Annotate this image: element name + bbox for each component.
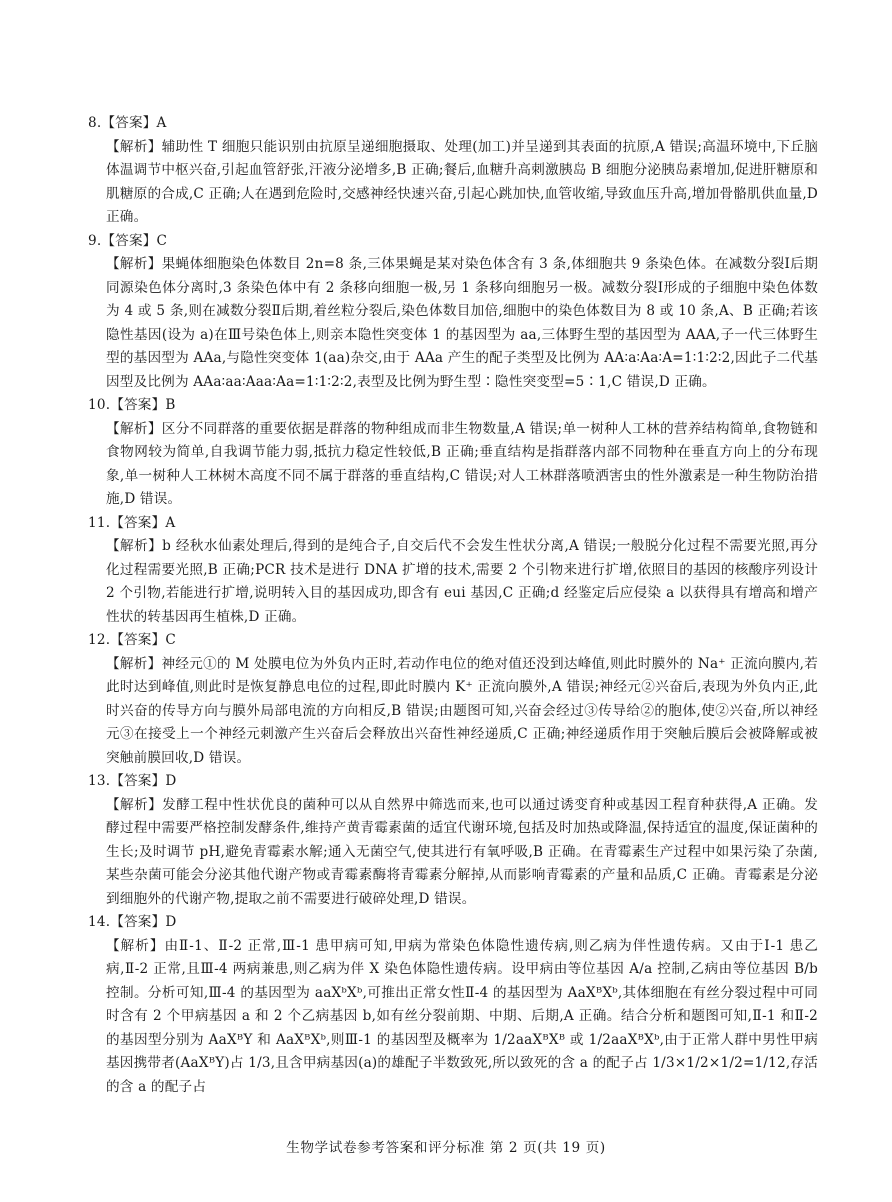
question-8 [88, 112, 818, 230]
answer-line: 11.【答案】A [88, 514, 176, 531]
question-9 [88, 230, 818, 395]
answer-sheet-body [88, 112, 818, 1099]
answer-line: 13.【答案】D [88, 773, 177, 789]
answer-line: 8.【答案】A [88, 115, 167, 131]
explanation: 【解析】发酵工程中性状优良的菌种可以从自然界中筛选而来,也可以通过诱变育种或基因工程育种获得,A 正确。发酵过程中需要严格控制发酵条件,维持产黄青霉素菌的适宜代谢环境,包括及时加热或降温,保持适宜的温度,保证菌种的生长;及时调节 pH,避免青霉素水解;通入无菌空气,使其进行有氧呼吸,B 正确。在青霉素生产过程中如果污染了杂菌,某些杂菌可能会分泌其他代谢产物或青霉素酶将青霉素分解掉,从而影响青霉素的产量和品质,C 正确。青霉素是分泌到细胞外的代谢产物,提取之前不需要进行破碎处理,D 错误。 [106, 796, 818, 907]
question-13 [88, 770, 818, 911]
answer-line: 10.【答案】B [88, 397, 176, 413]
answer-line: 9.【答案】C [88, 232, 168, 249]
explanation: 【解析】果蝇体细胞染色体数目 2n=8 条,三体果蝇是某对染色体含有 3 条,体细胞共 9 条染色体。在减数分裂Ⅰ后期同源染色体分离时,3 条染色体中有 2 条移向细胞一极,另 1 条移向细胞另一极。减数分裂Ⅰ形成的子细胞中染色体数为 4 或 5 条,则在减数分裂Ⅱ后期,着丝粒分裂后,染色体数目加倍,细胞中的染色体数目为 8 或 10 条,A、B 正确;若该隐性基因(设为 a)在Ⅲ号染色体上,则亲本隐性突变体 1 的基因型为 aa,三体野生型的基因型为 AAA,子一代三体野生型的基因型为 AAa,与隐性突变体 1(aa)杂交,由于 AAa 产生的配子类型及比例为 AA∶a∶Aa∶A=1∶1∶2∶2,因此子二代基因型及比例为 AAa∶aa∶Aaa∶Aa=1∶1∶2∶2,表型及比例为野生型∶隐性突变型=5∶1,C 错误,D 正确。 [106, 256, 818, 390]
answer-line: 14.【答案】D [88, 914, 177, 930]
question-10 [88, 394, 818, 512]
answer-line: 12.【答案】C [88, 632, 176, 648]
question-12 [88, 629, 818, 770]
question-11 [88, 512, 818, 630]
explanation: 【解析】b 经秋水仙素处理后,得到的是纯合子,自交后代不会发生性状分离,A 错误;一般脱分化过程不需要光照,再分化过程需要光照,B 正确;PCR 技术是进行 DNA 扩增的技术,需要 2 个引物来进行扩增,依照目的基因的核酸序列设计 2 个引物,若能进行扩增,说明转入目的基因成功,即含有 eui 基因,C 正确;d 经鉴定后应侵染 a 以获得具有增高和增产性状的转基因再生植株,D 正确。 [106, 538, 818, 625]
page-footer: 生物学试卷参考答案和评分标准 第 2 页(共 19 页) [286, 1140, 606, 1156]
question-14 [88, 911, 818, 1099]
explanation: 【解析】由Ⅱ-1、Ⅱ-2 正常,Ⅲ-1 患甲病可知,甲病为常染色体隐性遗传病,则乙病为伴性遗传病。又由于Ⅰ-1 患乙病,Ⅱ-2 正常,且Ⅲ-4 两病兼患,则乙病为伴 X 染色体隐性遗传病。设甲病由等位基因 A/a 控制,乙病由等位基因 B/b 控制。分析可知,Ⅲ-4 的基因型为 aaXᵇXᵇ,可推出正常女性Ⅱ-4 的基因型为 AaXᴮXᵇ,其体细胞在有丝分裂过程中可同时含有 2 个甲病基因 a 和 2 个乙病基因 b,如有丝分裂前期、中期、后期,A 正确。结合分析和题图可知,Ⅱ-1 和Ⅱ-2 的基因型分别为 AaXᴮY 和 AaXᴮXᵇ,则Ⅲ-1 的基因型及概率为 1/2aaXᴮXᴮ 或 1/2aaXᴮXᵇ,由于正常人群中男性甲病基因携带者(AaXᴮY)占 1/3,且含甲病基因(a)的雄配子半数致死,所以致死的含 a 的配子占 1/3×1/2×1/2=1/12,存活的含 a 的配子占 [106, 937, 818, 1095]
explanation: 【解析】辅助性 T 细胞只能识别由抗原呈递细胞摄取、处理(加工)并呈递到其表面的抗原,A 错误;高温环境中,下丘脑体温调节中枢兴奋,引起血管舒张,汗液分泌增多,B 正确;餐后,血糖升高刺激胰岛 B 细胞分泌胰岛素增加,促进肝糖原和肌糖原的合成,C 正确;人在遇到危险时,交感神经快速兴奋,引起心跳加快,血管收缩,导致血压升高,增加骨骼肌供血量,D 正确。 [106, 138, 818, 225]
explanation: 【解析】区分不同群落的重要依据是群落的物种组成而非生物数量,A 错误;单一树种人工林的营养结构简单,食物链和食物网较为简单,自我调节能力弱,抵抗力稳定性较低,B 正确;垂直结构是指群落内部不同物种在垂直方向上的分布现象,单一树种人工林树木高度不同不属于群落的垂直结构,C 错误;对人工林群落喷洒害虫的性外激素是一种生物防治措施,D 错误。 [106, 420, 818, 507]
explanation: 【解析】神经元①的 M 处膜电位为外负内正时,若动作电位的绝对值还没到达峰值,则此时膜外的 Na⁺ 正流向膜内,若此时达到峰值,则此时是恢复静息电位的过程,即此时膜内 K⁺ 正流向膜外,A 错误;神经元②兴奋后,表现为外负内正,此时兴奋的传导方向与膜外局部电流的方向相反,B 错误;由题图可知,兴奋会经过③传导给②的胞体,使②兴奋,所以神经元③在接受上一个神经元刺激产生兴奋后会释放出兴奋性神经递质,C 正确;神经递质作用于突触后膜后会被降解或被突触前膜回收,D 错误。 [106, 655, 818, 766]
